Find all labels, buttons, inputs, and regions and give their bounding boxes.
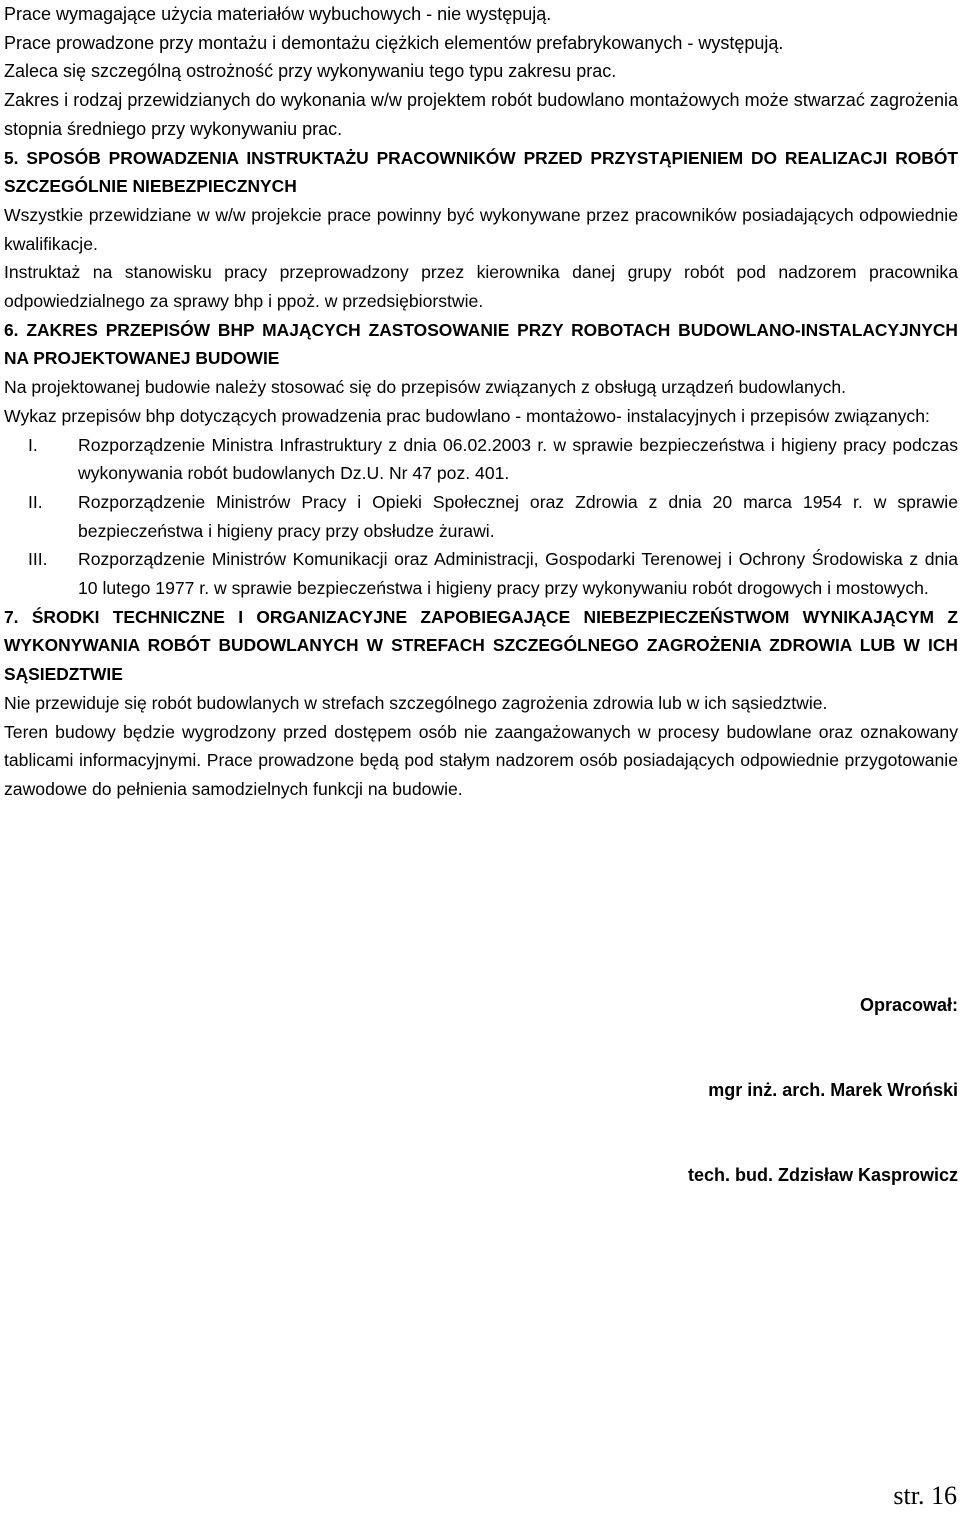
intro-line-caution: Zaleca się szczególną ostrożność przy wykonywaniu tego typu zakresu prac. [4, 61, 617, 82]
list-item-text: Rozporządzenie Ministrów Komunikacji oraz Administracji, Gospodarki Terenowej i Ochrony Środowiska z dnia 10 lutego 1977 r. w sprawie bezpieczeństwa i higieny pracy przy wykonywaniu robót drogowych i mostowych. [78, 549, 958, 599]
list-item-number: III. [28, 549, 48, 570]
section-7-para-zones: Nie przewiduje się robót budowlanych w strefach szczególnego zagrożenia zdrowia lub w ich sąsiedztwie. [4, 692, 828, 713]
section-6-para-regulations: Na projektowanej budowie należy stosować się do przepisów związanych z obsługą urządzeń budowlanych. [4, 377, 847, 398]
section-5-para-qualifications: Wszystkie przewidziane w w/w projekcie prace powinny być wykonywane przez pracowników posiadających odpowiednie kwalifikacje. [4, 204, 958, 254]
section-5-heading: 5. SPOSÓB PROWADZENIA INSTRUKTAŻU PRACOWNIKÓW PRZED PRZYSTĄPIENIEM DO REALIZACJI ROBÓT SZCZEGÓLNIE NIEBEZPIECZNYCH [4, 147, 958, 197]
list-item-number: II. [28, 491, 43, 512]
section-7-heading: 7. ŚRODKI TECHNICZNE I ORGANIZACYJNE ZAPOBIEGAJĄCE NIEBEZPIECZEŃSTWOM WYNIKAJĄCYM Z WYKONYWANIA ROBÓT BUDOWLANYCH W STREFACH SZCZEGÓLNEGO ZAGROŻENIA ZDROWIA LUB W ICH SĄSIEDZTWIE [4, 606, 958, 685]
prepared-by-label: Opracował: [859, 995, 958, 1015]
section-5 [4, 144, 958, 316]
intro-line-prefab: Prace prowadzone przy montażu i demontażu ciężkich elementów prefabrykowanych - występują. [4, 32, 784, 53]
document-page [4, 0, 958, 804]
author-architect: mgr inż. arch. Marek Wroński [708, 1080, 958, 1100]
intro-line-scope: Zakres i rodzaj przewidzianych do wykonania w/w projektem robót budowlano montażowych może stwarzać zagrożenia stopnia średniego przy wykonywaniu prac. [4, 90, 958, 139]
intro-line-explosives: Prace wymagające użycia materiałów wybuchowych - nie występują. [4, 4, 552, 24]
list-item-text: Rozporządzenie Ministra Infrastruktury z dnia 06.02.2003 r. w sprawie bezpieczeństwa i higieny pracy podczas wykonywania robót budowlanych Dz.U. Nr 47 poz. 401. [78, 434, 958, 484]
section-7-para-site: Teren budowy będzie wygrodzony przed dostępem osób nie zaangażowanych w procesy budowlane oraz oznakowany tablicami informacyjnymi. Prace prowadzone będą pod stałym nadzorem osób posiadających odpowiednie przygotowanie zawodowe do pełnienia samodzielnych funkcji na budowie. [4, 721, 958, 799]
list-item [4, 488, 958, 545]
section-7 [4, 603, 958, 804]
author-technician: tech. bud. Zdzisław Kasprowicz [687, 1165, 958, 1185]
list-item-text: Rozporządzenie Ministrów Pracy i Opieki Społecznej oraz Zdrowia z dnia 20 marca 1954 r. w sprawie bezpieczeństwa i higieny pracy przy obsłudze żurawi. [78, 491, 958, 541]
section-6-heading: 6. ZAKRES PRZEPISÓW BHP MAJĄCYCH ZASTOSOWANIE PRZY ROBOTACH BUDOWLANO-INSTALACYJNYCH NA PROJEKTOWANEJ BUDOWIE [4, 319, 958, 369]
section-6-para-list-intro: Wykaz przepisów bhp dotyczących prowadzenia prac budowlano - montażowo- instalacyjnych i przepisów związanych: [4, 405, 930, 426]
page-number: str. 16 [893, 1481, 957, 1510]
list-item [4, 545, 958, 602]
list-item-number: I. [28, 434, 38, 455]
intro-block [4, 0, 958, 144]
section-6 [4, 316, 958, 603]
section-5-para-instruction: Instruktaż na stanowisku pracy przeprowadzony przez kierownika danej grupy robót pod nadzorem pracownika odpowiedzialnego za sprawy bhp i ppoż. w przedsiębiorstwie. [4, 262, 958, 312]
list-item [4, 431, 958, 488]
regulations-list [4, 431, 958, 603]
